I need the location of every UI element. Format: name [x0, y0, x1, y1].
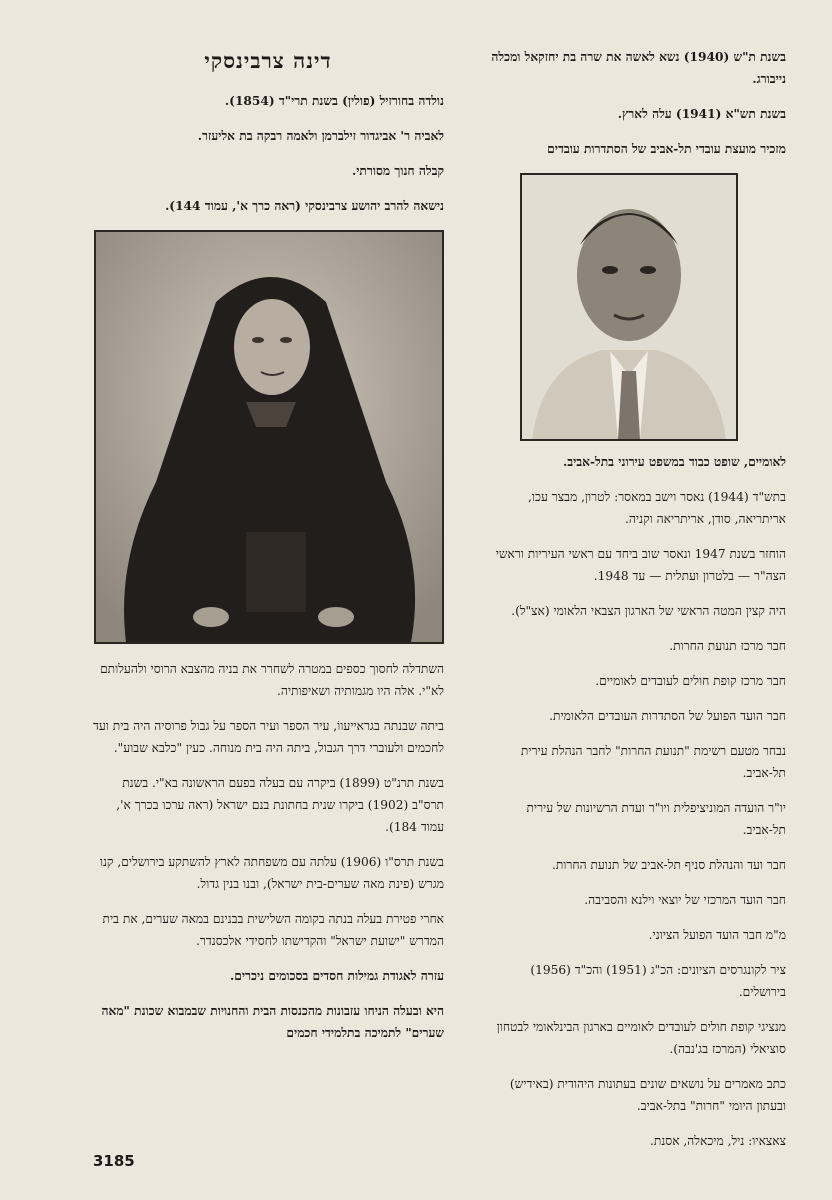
entry-title: דינה צרבינסקי: [204, 48, 332, 73]
paragraph: בשנת ת"ש (1940) נשא לאשה את שרה בת יחזקאל ומכלה נייבורג.: [491, 50, 786, 86]
paragraph: קבלה חנוך מסורתי.: [351, 164, 444, 178]
portrait-man-image: [522, 175, 736, 439]
paragraph: נולדה בחורזיל (פולין) בשנת תרי"ד (1854).: [224, 94, 444, 108]
paragraph: מזכיר מועצת עובדי תל-אביב של הסתדרות עובדים: [547, 142, 786, 156]
paragraph: היא ובעלה הניחו עזבונות מהכנסות הבית והחנויות שבמבוא שכונת "מאה שערים" לתמיכה בתלמידי חכמים: [101, 1004, 444, 1040]
paragraph: נישאה להרב יהושע צרבינסקי (ראה כרך א', עמוד 144).: [165, 199, 444, 213]
left-column: [92, 46, 444, 1057]
page-number: 3185: [93, 1152, 135, 1170]
paragraph: לאומיים, שופט כבוד במשפט עירוני בתל-אביב.: [562, 455, 786, 469]
paragraph: חבר הועד הפועל של הסתדרות העובדים הלאומית.: [549, 709, 786, 723]
paragraph: עזרה לאגודת גמילות חסדים בסכומים ניכרים.: [229, 969, 444, 983]
paragraph: חבר הועד המרכזי של יוצאי וילנא והסביבה.: [584, 893, 786, 907]
paragraph: השתדלה לחסוך כספים במטרה לשחרר את בניה מהצבא הרוסי ולהעלותם לא"י. אלה היו מגמותיה ושאיפותיה.: [100, 662, 444, 698]
portrait-woman-image: [96, 232, 442, 642]
paragraph: חבר מרכז קופת חולים לעובדים לאומיים.: [595, 674, 786, 688]
portrait-photo-woman: [94, 230, 444, 644]
paragraph: היה קצין המטה הראשי של הארגון הצבאי הלאומי (אצ"ל).: [511, 604, 786, 618]
paragraph: לאביה ר' אביגדור זילברמן ולאמה רבקה בת אליעזר.: [197, 129, 444, 143]
paragraph: חבר ועד והנהלת סניף תל-אביב של תנועת החרות.: [551, 858, 786, 872]
paragraph: ציר לקונגרסים הציונים: הכ"ג (1951) והכ"ד (1956) בירושלים.: [530, 963, 786, 999]
paragraph: נבחר מטעם רשימת "תנועת החרות" לחבר הנהלת עירית תל-אביב.: [520, 744, 786, 780]
paragraph: מנציגי קופת חולים לעובדים לאומיים בארגון הבינלאומי לבטחון סוציאלי (המרכז בג'נבה).: [496, 1020, 786, 1056]
paragraph: בתש"ד (1944) נאסר וישב במאסר: לטרון, מבצר עכו, אריתריאה, סודן, אריתריאה וקניה.: [528, 490, 786, 526]
paragraph: צאצאיו: ניל, מיכאלה, אסנת.: [650, 1134, 786, 1148]
right-column: [486, 46, 786, 1165]
paragraph: כתב מאמרים על נושאים שונים בעתונות היהודית (באידיש) ובעתון היומי "חרות" בתל-אביב.: [509, 1077, 786, 1113]
paragraph: ביתה שבנתה בגראייעווֹ, עיר הספר ועיר הספר על גבול פרוסיה היה בית ועד לחכמים ולעוברי דרך הגבול, ביתה היה בית מנוחה. כעין "כלבא שבוע".: [93, 719, 444, 755]
paragraph: בשנת תש"א (1941) עלה לארץ.: [617, 107, 786, 121]
paragraph: חבר מרכז תנועת החרות.: [669, 639, 786, 653]
paragraph: בשנת תרנ"ט (1899) ביקרה עם בעלה בפעם הראשונה בא"י. בשנת תרס"ב (1902) ביקרו שנית בחתונת בנם ישראל (ראה ערכו בכרך א', עמוד 184).: [116, 776, 444, 834]
paragraph: יו"ר הועדה המוניציפלית ויו"ר ועדת הרשיונות של עירית תל-אביב.: [526, 801, 786, 837]
paragraph: הוחזר בשנת 1947 ונאסר שוב ביחד עם ראשי העיריות וראשי הצה"ר — בלטרון ועתלית — עד 1948.: [495, 547, 786, 583]
portrait-photo-man: [520, 173, 738, 441]
paragraph: מ"מ חבר הועד הפועל הציוני.: [648, 928, 786, 942]
paragraph: בשנת תרס"ו (1906) עלתה עם משפחתה לארץ להשתקע בירושלים, קנו מגרש (פינת מאה שערים-בית ישראל), ובנו בנין גדול.: [99, 855, 444, 891]
paragraph: אחרי פטירת בעלה בנתה בקומה השלישית בבנינם במאה שערים, את בית המדרש "ישועת ישראל" והקדישתו לחסידי אלכסנדר.: [102, 912, 444, 948]
